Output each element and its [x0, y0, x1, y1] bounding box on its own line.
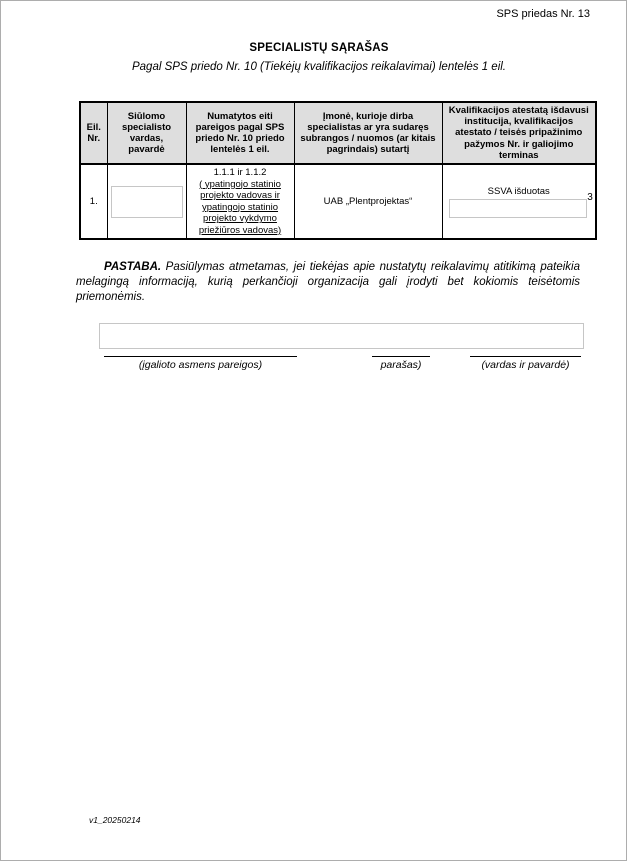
row-number-cell: 1.: [80, 164, 107, 239]
header-eil-nr: Eil. Nr.: [80, 102, 107, 164]
certificate-overflow-char: 3: [587, 191, 593, 203]
table-header-row: [80, 102, 596, 164]
company-cell: UAB „Plentprojektas“: [294, 164, 442, 239]
authorized-person-field[interactable]: [99, 323, 584, 349]
signature-line: [372, 356, 430, 357]
specialist-name-cell: [107, 164, 186, 239]
header-company: Įmonė, kurioje dirba specialistas ar yra sudaręs subrangos / nuomos (ar kitais pagrindais) sutartį: [294, 102, 442, 164]
header-specialist-name: Siūlomo specialisto vardas, pavardė: [107, 102, 186, 164]
position-code: 1.1.1 ir 1.1.2: [213, 167, 267, 179]
signature-block-name: [470, 356, 581, 371]
signature-line: [470, 356, 581, 357]
certificate-number-field[interactable]: [449, 199, 587, 218]
specialist-name-field[interactable]: [111, 186, 183, 218]
page-title: SPECIALISTŲ SĄRAŠAS: [249, 42, 389, 54]
position-cell: [186, 164, 294, 239]
header-qualification: Kvalifikacijos atestatą išdavusi institucija, kvalifikacijos atestato / teisės pripažinimo pažymos Nr. ir galiojimo terminas: [442, 102, 596, 164]
version-footer: v1_20250214: [89, 815, 141, 825]
table-row: [80, 164, 596, 239]
corner-annex-label: SPS priedas Nr. 13: [496, 8, 590, 20]
note-paragraph: [76, 260, 580, 306]
position-detail: ( ypatingojo statinio projekto vadovas ir ypatingojo statinio projekto vykdymo priežiūros vadovas): [198, 178, 282, 236]
signature-line: [104, 356, 297, 357]
signature-block-position: [104, 356, 297, 371]
signature-label-signature: parašas): [380, 359, 422, 371]
page-subtitle: Pagal SPS priedo Nr. 10 (Tiekėjų kvalifikacijos reikalavimai) lentelės 1 eil.: [131, 61, 507, 73]
specialists-table: [79, 101, 597, 240]
signature-label-name: (vardas ir pavardė): [481, 359, 570, 371]
note-text: Pasiūlymas atmetamas, jei tiekėjas apie nustatytų reikalavimų atitikimą pateikia melagingą informaciją, kurią perkančioji organizacija gali įrodyti bet kokiomis teisėtomis priemonėmis.: [76, 260, 580, 303]
qualification-cell: [442, 164, 596, 239]
signature-label-position: (įgalioto asmens pareigos): [138, 359, 263, 371]
certificate-issuer-label: SSVA išduotas: [487, 185, 550, 197]
signature-block-signature: [372, 356, 430, 371]
note-label: PASTABA.: [104, 260, 162, 273]
header-position: Numatytos eiti pareigos pagal SPS priedo Nr. 10 priedo lentelės 1 eil.: [186, 102, 294, 164]
